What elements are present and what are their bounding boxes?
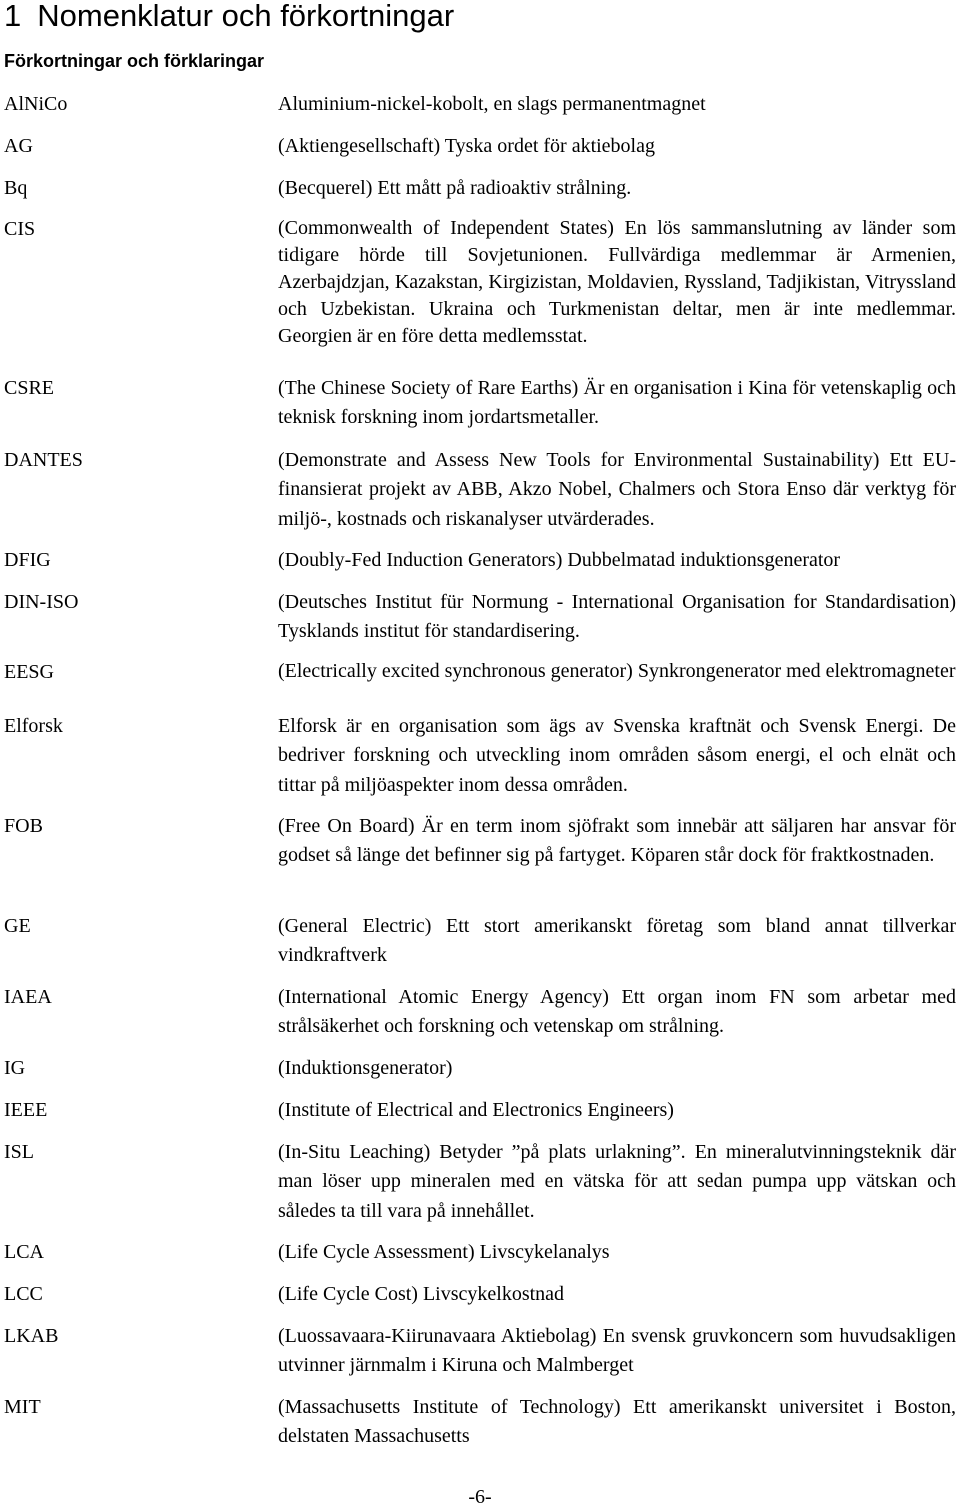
definition: (Life Cycle Cost) Livscykelkostnad [278,1283,565,1305]
definition: (Becquerel) Ett mått på radioaktiv strålning. [278,177,632,199]
section-number: 1 [4,0,22,33]
definition: (Demonstrate and Assess New Tools for Environmental Sustainability) Ett EU-finansierat projekt av ABB, Akzo Nobel, Chalmers och Stora Enso där verktyg för miljö-, kostnads och riskanalyser utvärderades. [278,449,956,530]
abbreviation: ISL [4,1141,34,1163]
abbreviation: DFIG [4,549,51,571]
definition: (In-Situ Leaching) Betyder ”på plats urlakning”. En mineralutvinningsteknik där man löser upp mineralen med en vätska för att sedan pumpa upp vätskan och således ta till vara på innehållet. [278,1141,956,1222]
definition: Aluminium-nickel-kobolt, en slags permanentmagnet [278,93,706,115]
definition: Elforsk är en organisation som ägs av Svenska kraftnät och Svensk Energi. De bedriver forskning och utveckling inom områden såsom energi, el och elnät och tittar på miljöaspekter inom dessa områden. [278,715,956,796]
abbreviation: EESG [4,661,54,683]
abbreviation: FOB [4,815,43,837]
definition: (General Electric) Ett stort amerikanskt företag som bland annat tillverkar vindkraftverk [278,915,956,967]
abbreviation: AG [4,135,33,157]
abbreviation: LCA [4,1241,44,1263]
definition: (Aktiengesellschaft) Tyska ordet för aktiebolag [278,135,655,157]
section-subtitle: Förkortningar och förklaringar [4,51,265,71]
abbreviation: CIS [4,218,36,240]
definition: (Electrically excited synchronous generator) Synkrongenerator med elektromagneter [278,660,956,682]
abbreviation: LCC [4,1283,43,1305]
abbreviation: CSRE [4,377,55,399]
page-number: -6- [468,1486,492,1508]
abbreviation: LKAB [4,1325,59,1347]
definition: (Deutsches Institut für Normung - International Organisation for Standardisation) Tysklands institut för standardisering. [278,591,956,643]
abbreviation: Bq [4,177,28,199]
definition: (Institute of Electrical and Electronics Engineers) [278,1099,674,1121]
abbreviation: AlNiCo [4,93,68,115]
definition: (Induktionsgenerator) [278,1057,453,1079]
abbreviation: IAEA [4,986,52,1008]
definition: (Life Cycle Assessment) Livscykelanalys [278,1241,610,1263]
abbreviation: DIN-ISO [4,591,79,613]
definition: (The Chinese Society of Rare Earths) Är en organisation i Kina för vetenskaplig och teknisk forskning inom jordartsmetaller. [278,377,956,429]
abbreviation: MIT [4,1396,41,1418]
definition: (International Atomic Energy Agency) Ett organ inom FN som arbetar med strålsäkerhet och forskning och vetenskap om strålning. [278,986,956,1038]
definition: (Luossavaara-Kiirunavaara Aktiebolag) En svensk gruvkoncern som huvudsakligen utvinner järnmalm i Kiruna och Malmberget [278,1325,956,1377]
definition: (Massachusetts Institute of Technology) Ett amerikanskt universitet i Boston, delstaten Massachusetts [278,1396,956,1448]
abbreviation: DANTES [4,449,83,471]
definition: (Commonwealth of Independent States) En lös sammanslutning av länder som tidigare hörde till Sovjetunionen. Fullvärdiga medlemmar är Armenien, Azerbajdzjan, Kazakstan, Kirgizistan, Moldavien, Ryssland, Tadjikistan, Vitryssland och Uzbekistan. Ukraina och Turkmenistan deltar, men är inte medlemmar. Georgien är en före detta medlemsstat. [278,217,956,347]
definition: (Free On Board) Är en term inom sjöfrakt som innebär att säljaren har ansvar för godset så länge det befinner sig på fartyget. Köparen står dock för fraktkostnaden. [278,815,956,867]
section-title: Nomenklatur och förkortningar [37,0,455,33]
abbreviation: IG [4,1057,26,1079]
abbreviation: IEEE [4,1099,48,1121]
abbreviation: GE [4,915,31,937]
abbreviation: Elforsk [4,715,63,737]
definition: (Doubly-Fed Induction Generators) Dubbelmatad induktionsgenerator [278,549,841,571]
